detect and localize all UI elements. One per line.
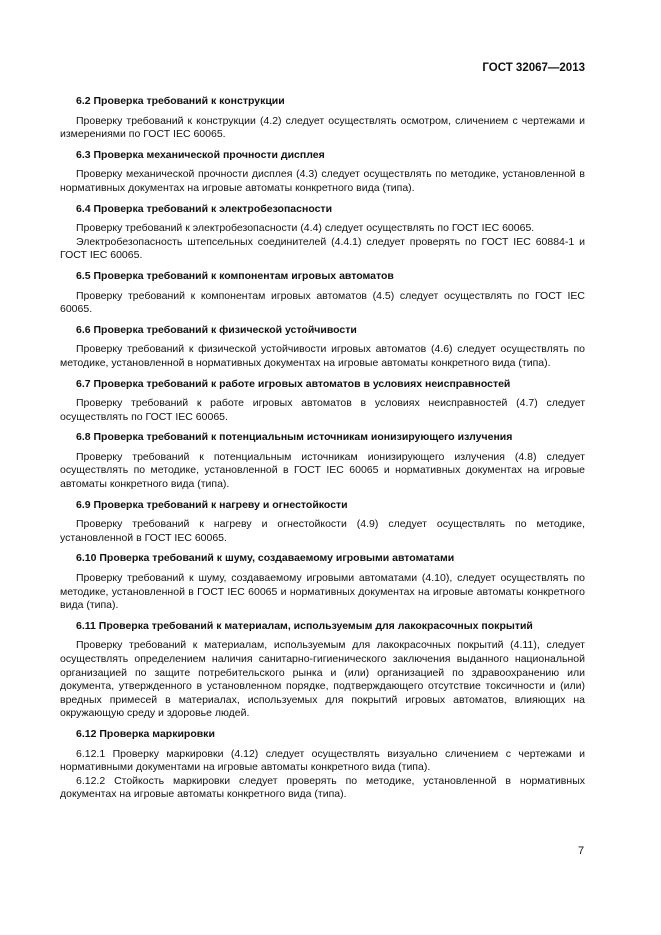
section bbox=[60, 203, 585, 263]
section-heading: 6.11 Проверка требований к материалам, используемым для лакокрасочных покрытий bbox=[76, 619, 533, 632]
page-number: 7 bbox=[578, 845, 585, 857]
document-body bbox=[60, 95, 585, 809]
section bbox=[60, 378, 585, 425]
section-paragraph: Проверку требований к конструкции (4.2) следует осуществлять осмотром, сличением с чертежами и измерениями по ГОСТ IEC 60065. bbox=[60, 114, 585, 141]
section-heading: 6.12 Проверка маркировки bbox=[76, 727, 215, 740]
section bbox=[60, 620, 585, 721]
section-paragraph: Проверку требований к шуму, создаваемому игровыми автоматами (4.10), следует осуществлять по методике, установленной в ГОСТ IEC 60065 и нормативных документах на игровые автоматы конкретного вида (типа). bbox=[60, 572, 585, 612]
section-heading: 6.3 Проверка механической прочности дисплея bbox=[76, 148, 325, 161]
section-paragraph: Проверку требований к потенциальным источникам ионизирующего излучения (4.8) следует осуществлять по методике, установленной в ГОСТ IEC 60065 и нормативных документах на игровые автоматы конкретного вида (типа). bbox=[60, 450, 585, 491]
section-heading: 6.7 Проверка требований к работе игровых автоматов в условиях неисправностей bbox=[76, 377, 511, 390]
section-paragraph: Проверку требований к электробезопасности (4.4) следует осуществлять по ГОСТ IEC 60065. bbox=[76, 222, 535, 235]
section-heading: 6.9 Проверка требований к нагреву и огнестойкости bbox=[76, 498, 348, 511]
section-paragraph: Проверку требований к работе игровых автоматов в условиях неисправностей (4.7) следует осуществлять по ГОСТ IEC 60065. bbox=[60, 397, 585, 423]
section-heading: 6.8 Проверка требований к потенциальным источникам ионизирующего излучения bbox=[76, 431, 513, 444]
section-paragraph: Проверку требований к материалам, используемым для лакокрасочных покрытий (4.11), следует осуществлять определением наличия санитарно-гигиенического заключения выданного национальной организацией по защите потребительского рынка и (или) организацией по здравоохранению или документа, утвержденного в установленном порядке, подтверждающего отсутствие токсичности и (или) вредных примесей в материалах, используемых для покрытий игровых автоматов, влияющих на окружающую среду и здоровье людей. bbox=[60, 639, 585, 720]
section-heading: 6.5 Проверка требований к компонентам игровых автоматов bbox=[76, 269, 394, 282]
document-header: ГОСТ 32067—2013 bbox=[482, 62, 585, 74]
section-paragraph: Проверку механической прочности дисплея (4.3) следует осуществлять по методике, установленной в нормативных документах на игровые автоматы конкретного вида (типа). bbox=[60, 168, 585, 194]
section-paragraph: Проверку требований к нагреву и огнестойкости (4.9) следует осуществлять по методике, установленной в ГОСТ IEC 60065. bbox=[60, 518, 585, 544]
section bbox=[60, 324, 585, 371]
section-heading: 6.2 Проверка требований к конструкции bbox=[76, 95, 285, 107]
section bbox=[60, 552, 585, 612]
section-paragraph: 6.12.1 Проверку маркировки (4.12) следует осуществлять визуально сличением с чертежами и нормативными документами на игровые автоматы конкретного вида (типа). bbox=[60, 747, 585, 774]
section bbox=[60, 431, 585, 491]
section-paragraph: Проверку требований к компонентам игровых автоматов (4.5) следует осуществлять по ГОСТ IEC 60065. bbox=[60, 289, 585, 316]
section-paragraph: Проверку требований к физической устойчивости игровых автоматов (4.6) следует осуществлять по методике, установленной в нормативных документах на игровые автоматы конкретного вида (типа). bbox=[60, 343, 585, 369]
section bbox=[60, 95, 585, 142]
section-heading: 6.10 Проверка требований к шуму, создаваемому игровыми автоматами bbox=[76, 552, 455, 565]
section bbox=[60, 728, 585, 802]
section bbox=[60, 149, 585, 196]
section-paragraph: Электробезопасность штепсельных соединителей (4.4.1) следует проверять по ГОСТ IEC 60884-1 и ГОСТ IEC 60065. bbox=[60, 235, 585, 262]
section bbox=[60, 270, 585, 317]
section-heading: 6.6 Проверка требований к физической устойчивости bbox=[76, 323, 357, 336]
section-heading: 6.4 Проверка требований к электробезопасности bbox=[76, 202, 333, 215]
section bbox=[60, 499, 585, 546]
section-paragraph: 6.12.2 Стойкость маркировки следует проверять по методике, установленной в нормативных документах на игровые автоматы конкретного вида (типа). bbox=[60, 774, 585, 801]
